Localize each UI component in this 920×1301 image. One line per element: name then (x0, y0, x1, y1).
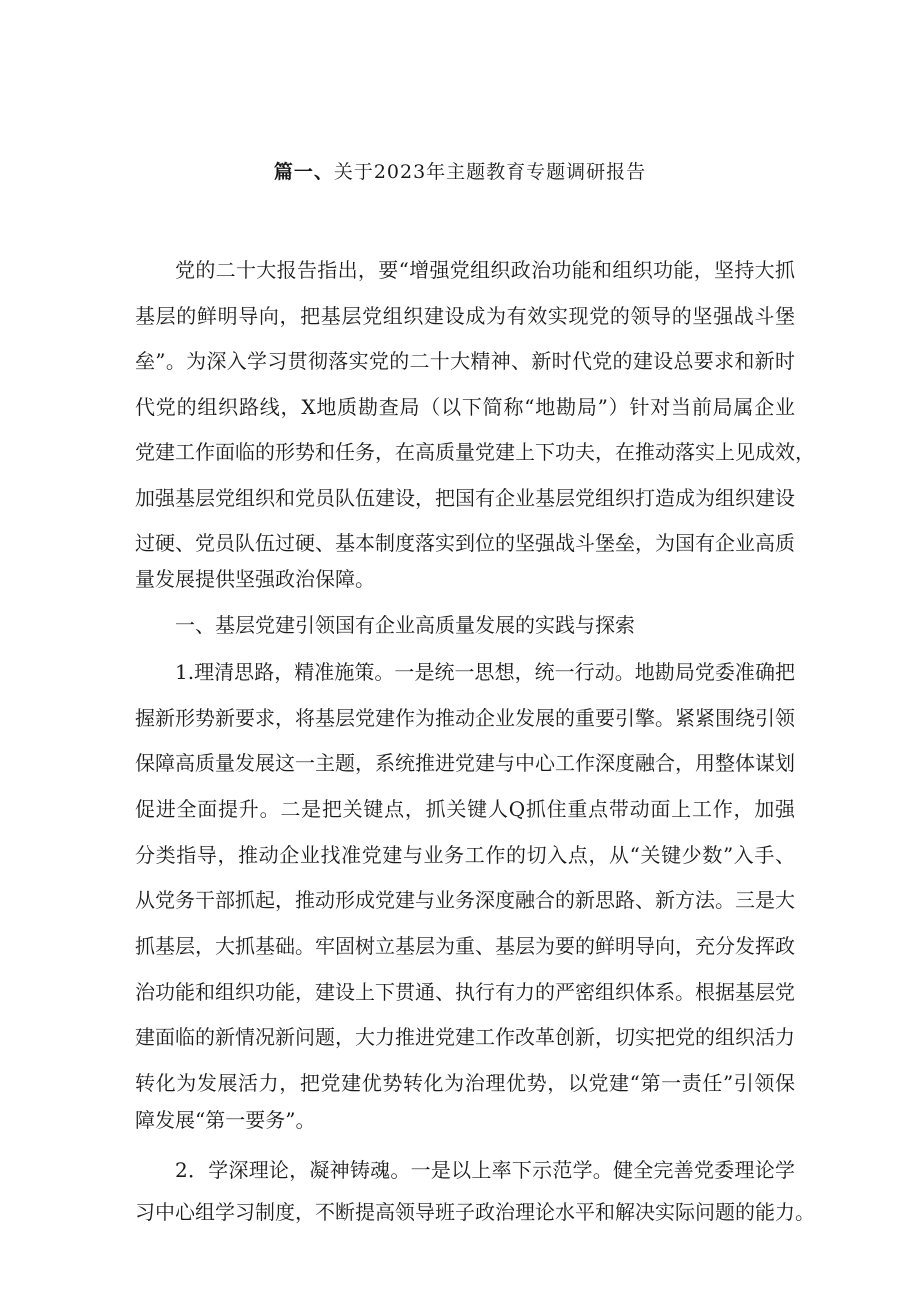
section-heading: 一、基层党建引领国有企业高质量发展的实践与探索 (175, 613, 635, 637)
paragraph-line: 转化为发展活力，把党建优势转化为治理优势，以党建“第一责任”引领保 (135, 1071, 795, 1095)
paragraph-line: 分类指导，推动企业找准党建与业务工作的切入点，从“关键少数”入手、 (135, 843, 795, 867)
paragraph-line: 2．学深理论，凝神铸魂。一是以上率下示范学。健全完善党委理论学 (175, 1158, 795, 1182)
paragraph-line: 加强基层党组织和党员队伍建设，把国有企业基层党组织打造成为组织建设 (135, 486, 795, 510)
paragraph-line: 垒”。为深入学习贯彻落实党的二十大精神、新时代党的建设总要求和新时 (135, 349, 795, 373)
paragraph-line: 障发展“第一要务”。 (135, 1108, 316, 1132)
paragraph-line: 促进全面提升。二是把关键点，抓关键人Q抓住重点带动面上工作，加强 (135, 797, 795, 821)
paragraph-line: 抓基层，大抓基础。牢固树立基层为重、基层为要的鲜明导向，充分发挥政 (135, 934, 795, 958)
paragraph-line: 代党的组织路线，X地质勘查局（以下简称“地勘局”）针对当前局属企业 (135, 395, 795, 419)
paragraph-line: 党建工作面临的形势和任务，在高质量党建上下功夫，在推动落实上见成效， (135, 440, 815, 464)
paragraph-line: 党的二十大报告指出，要“增强党组织政治功能和组织功能，坚持大抓 (175, 258, 795, 282)
document-title (0, 158, 920, 186)
paragraph-line: 建面临的新情况新问题，大力推进党建工作改革创新，切实把党的组织活力 (135, 1025, 795, 1049)
paragraph-line: 量发展提供坚强政治保障。 (135, 567, 375, 591)
paragraph-line: 过硬、党员队伍过硬、基本制度落实到位的坚强战斗堡垒，为国有企业高质 (135, 531, 795, 555)
paragraph-line: 习中心组学习制度，不断提高领导班子政治理论水平和解决实际问题的能力。 (135, 1200, 815, 1224)
paragraph-line: 基层的鲜明导向，把基层党组织建设成为有效实现党的领导的坚强战斗堡 (135, 304, 795, 328)
paragraph-line: 保障高质量发展这一主题，系统推进党建与中心工作深度融合，用整体谋划 (135, 751, 795, 775)
paragraph-line: 握新形势新要求，将基层党建作为推动企业发展的重要引擎。紧紧围绕引领 (135, 706, 795, 730)
title-text: 关于2023年主题教育专题调研报告 (333, 161, 647, 183)
title-prefix: 篇一、 (273, 161, 334, 183)
paragraph-line: 1.理清思路，精准施策。一是统一思想，统一行动。地勘局党委准确把 (175, 660, 795, 684)
paragraph-line: 从党务干部抓起，推动形成党建与业务深度融合的新思路、新方法。三是大 (135, 888, 795, 912)
paragraph-line: 治功能和组织功能，建设上下贯通、执行有力的严密组织体系。根据基层党 (135, 980, 795, 1004)
